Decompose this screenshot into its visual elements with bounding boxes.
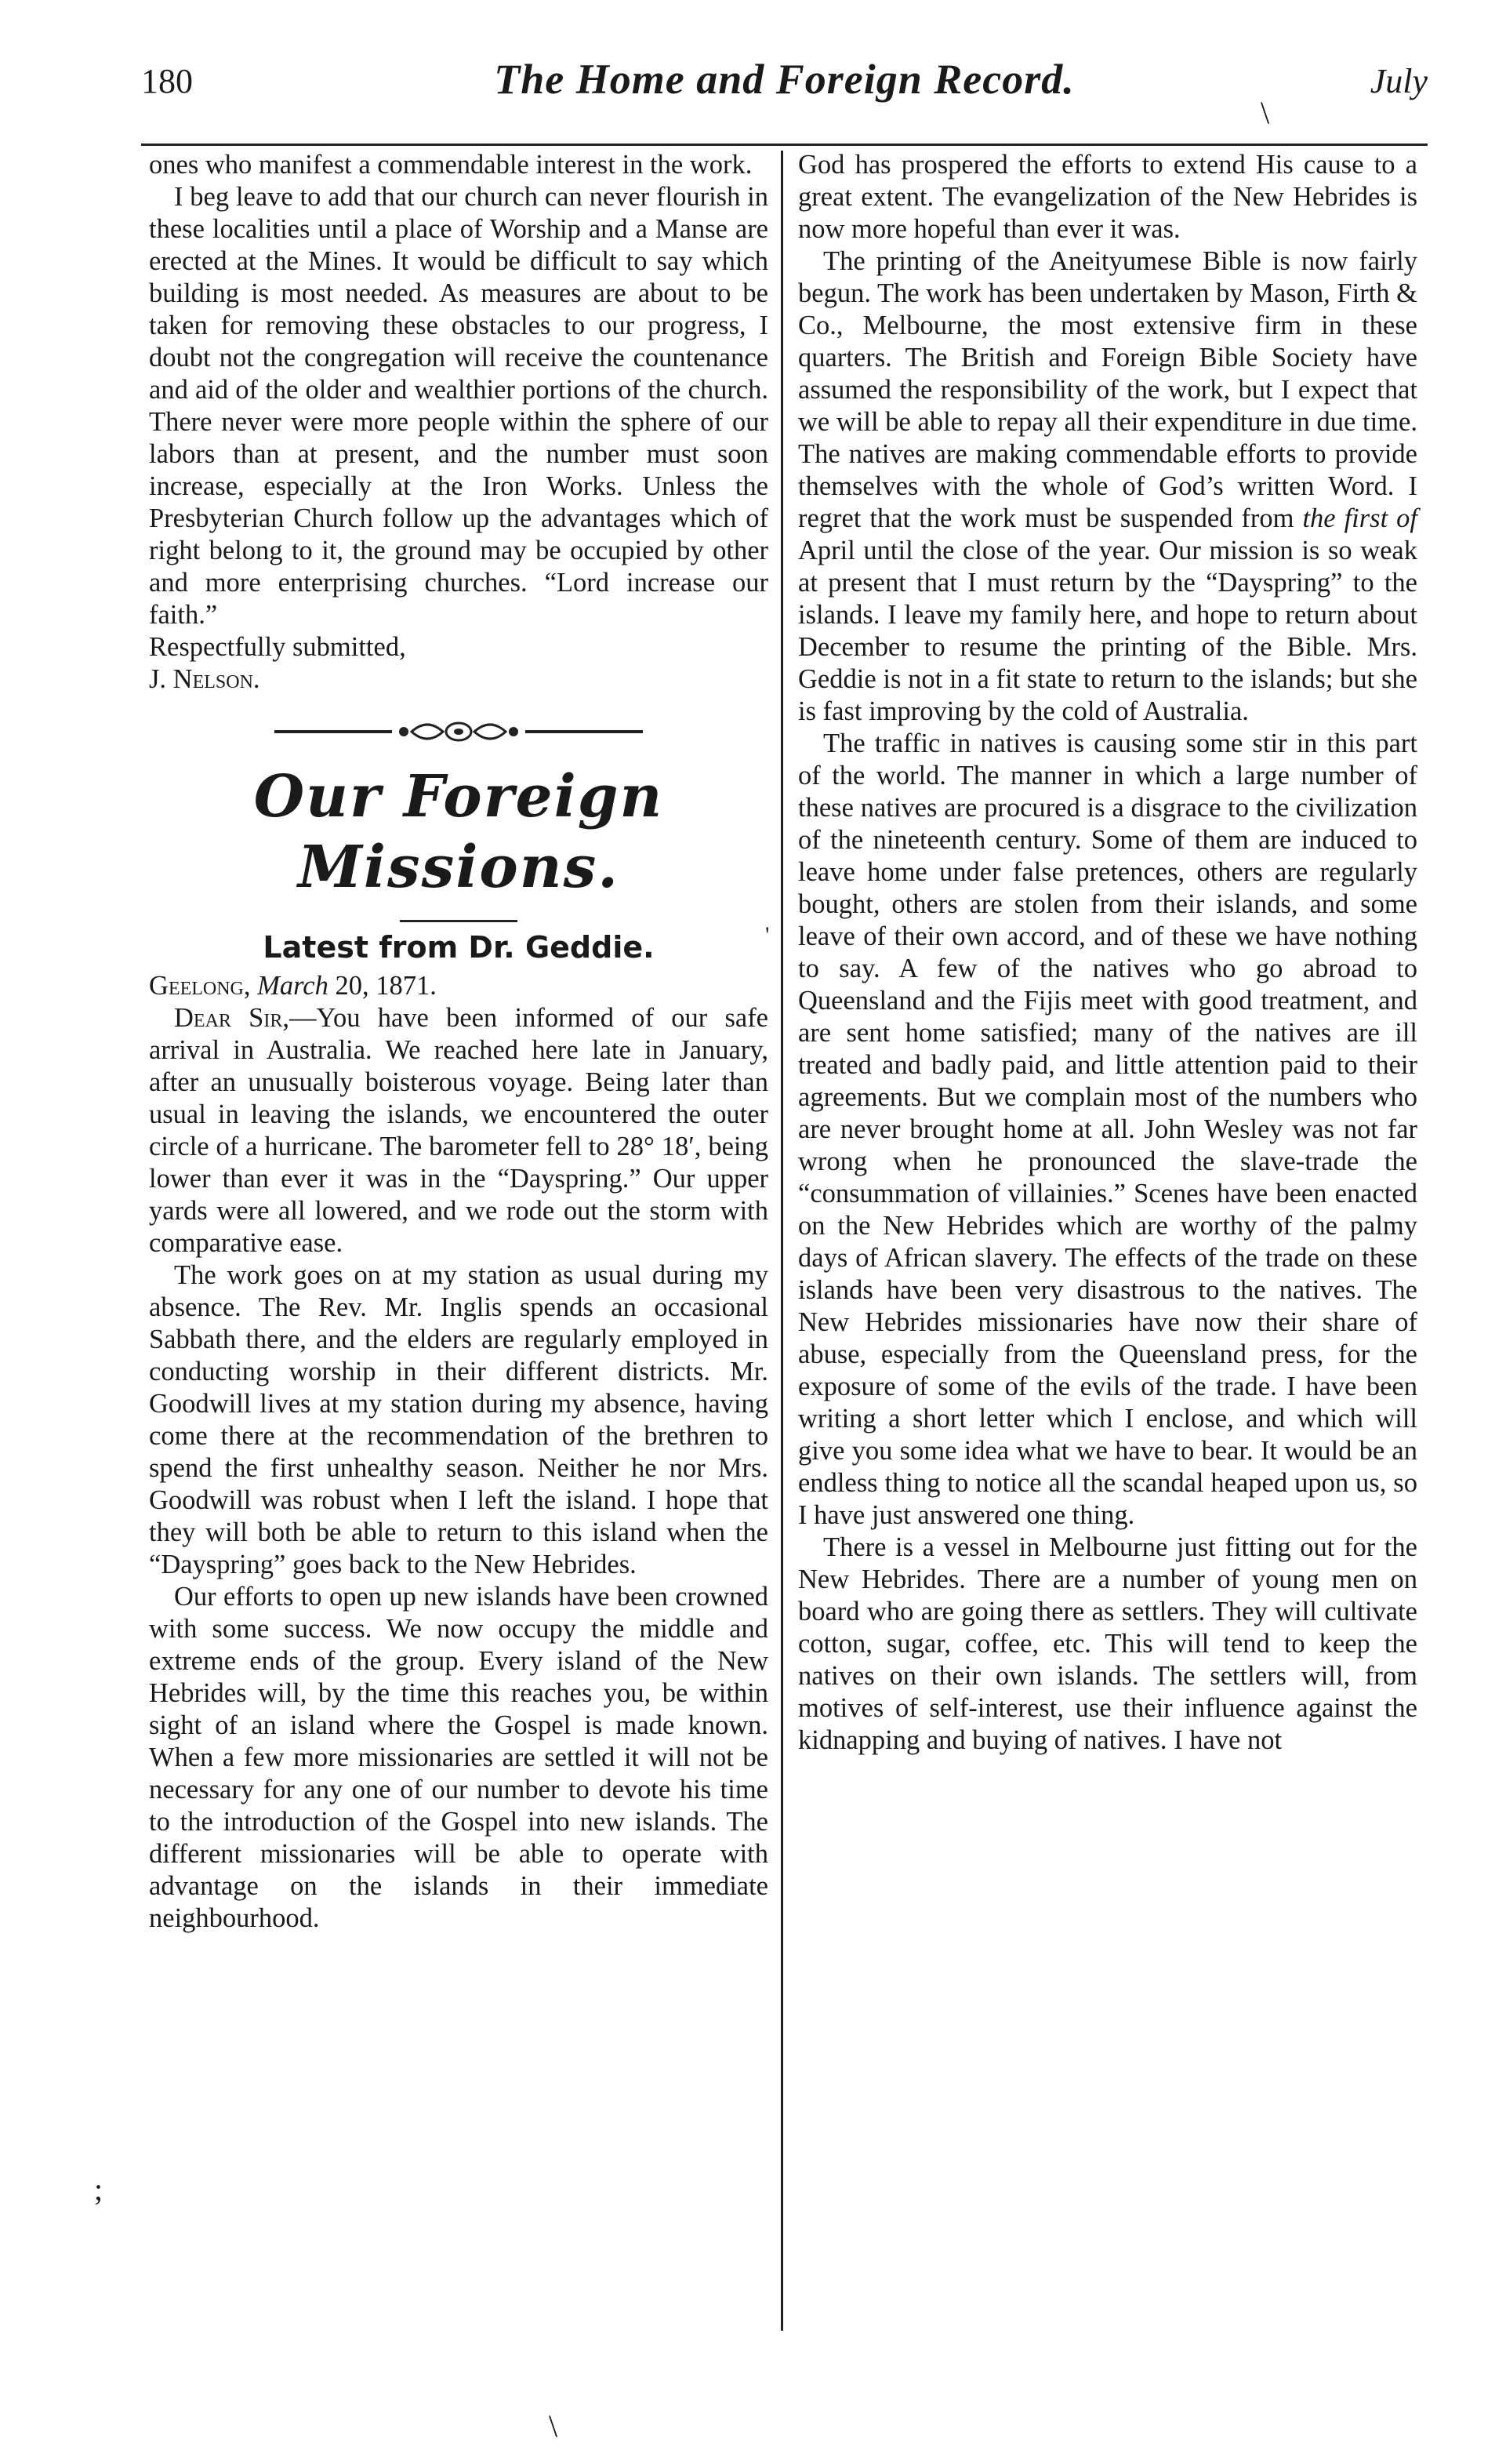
letter-paragraph: There is a vessel in Melbourne just fitting out for the New Hebrides. There are a number of young men on board who are going there as settlers. They will cultivate cotton, sugar, coffee, etc. This will tend to keep the natives on their own islands. The settlers will, from motives of self-interest, use their influence against the kidnapping and buying of natives. I have not (798, 1532, 1417, 1755)
signature: J. Nelson. (149, 664, 260, 694)
journal-title: The Home and Foreign Record. (494, 56, 1075, 103)
heading-rule (400, 920, 517, 922)
print-mark: ; (94, 2171, 103, 2207)
report-paragraph: I beg leave to add that our church can never flourish in these localities until a place of Worship and a Manse are erected at the Mines. It would be difficult to say which building is most needed. As measures are about to be taken for removing these obstacles to our progress, I doubt not the congregation will receive the countenance and aid of the older and wealthier portions of the church. There never were more people within the sphere of our labors than at present, and the number must soon increase, especially at the Iron Works. Unless the Presbyterian Church follow up the advantages which of right belong to it, the ground may be occupied by other and more enterprising churches. “Lord increase our faith.” (149, 182, 768, 630)
running-head (141, 56, 1428, 116)
header-rule (141, 144, 1428, 146)
dateline-place: Geelong, (149, 971, 251, 1001)
right-column (798, 149, 1417, 1757)
dateline (149, 970, 768, 1002)
continuation-text: ones who manifest a commendable interest in the work. (149, 150, 753, 180)
dateline-month: March (257, 971, 328, 1001)
letter-paragraph: The traffic in natives is causing some stir in this part of the world. The manner in which a large number of these natives are procured is a disgrace to the civilization of the nineteenth century. Some of them are induced to leave home under false pretences, others are regularly bought, others are stolen from their islands, and some leave of their own accord, and of these we have nothing to say. A few of the natives who go abroad to Queensland and the Fijis meet with good treatment, and are sent home satisfied; many of the natives are ill treated and badly paid, and little attention paid to their agreements. But we complain most of the numbers who are never brought home at all. John Wesley was not far wrong when he pronounced the slave-trade the “consummation of villainies.” Scenes have been enacted on the New Hebrides which are worthy of the palmy days of African slavery. The effects of the trade on these islands have been very disastrous to the natives. The New Hebrides missionaries have now their share of abuse, especially from the Queensland press, for the exposure of some of the evils of the trade. I have been writing a short letter which I enclose, and which will give you some idea what we have to bear. It would be an endless thing to notice all the scandal heaped upon us, so I have just answered one thing. (798, 729, 1417, 1530)
letter-paragraph (149, 1002, 768, 1259)
letter-paragraph-text: The printing of the Aneityumese Bible is now fairly begun. The work has been undertaken by Mason, Firth & Co., Melbourne, the most extensive firm in these quarters. The British and Foreign Bible Society have assumed the responsibility of the work, but I expect that we will be able to repay all their expenditure in due time. The natives are making commendable efforts to provide themselves with the whole of God’s written Word. I regret that the work must be suspended from (798, 246, 1417, 533)
ornament-divider-icon (274, 716, 643, 747)
letter-paragraph: God has prospered the efforts to extend His cause to a great extent. The evangelization of the New Hebrides is now more hopeful than ever it was. (798, 150, 1417, 244)
left-column (149, 149, 768, 1935)
italic-phrase: the first of (1302, 503, 1418, 533)
article-title: Latest from Dr. Geddie. (263, 930, 655, 965)
letter-paragraph: The work goes on at my station as usual during my absence. The Rev. Mr. Inglis spends an occasional Sabbath there, and the elders are regularly employed in conducting worship in their different districts. Mr. Goodwill lives at my station during my absence, having come there at the recommendation of the brethren to spend the first unhealthy season. Neither he nor Mrs. Goodwill was robust when I left the island. I hope that they will both be able to return to this island when the “Dayspring” goes back to the New Hebrides. (149, 1260, 768, 1579)
letter-paragraph-text: April until the close of the year. Our mission is so weak at present that I must return by the “Dayspring” to the islands. I leave my family here, and hope to return about December to resume the printing of the Bible. Mrs. Geddie is not in a fit state to return to the islands; but she is fast improving by the cold of Australia. (798, 536, 1417, 726)
column-divider (781, 151, 783, 2331)
print-mark: ' (765, 922, 770, 948)
page-number: 180 (141, 62, 193, 100)
section-heading: Our Foreign Missions. (253, 763, 664, 901)
letter-paragraph (798, 245, 1417, 728)
salutation: Dear Sir, (174, 1003, 289, 1033)
letter-paragraph-text: —You have been informed of our safe arrival in Australia. We reached here late in January, after an unusually boisterous voyage. Being later than usual in leaving the islands, we encountered the outer circle of a hurricane. The barometer fell to 28° 18′, being lower than ever it was in the “Dayspring.” Our upper yards were all lowered, and we rode out the storm with comparative ease. (149, 1003, 768, 1258)
print-mark: \ (1261, 95, 1270, 130)
issue-month: July (1370, 62, 1428, 100)
dateline-date: 20, 1871. (335, 971, 437, 1001)
signoff: Respectfully submitted, (149, 632, 406, 662)
print-mark: \ (549, 2408, 558, 2444)
letter-paragraph: Our efforts to open up new islands have been crowned with some success. We now occupy the middle and extreme ends of the group. Every island of the New Hebrides will, by the time this reaches you, be within sight of an island where the Gospel is made known. When a few more missionaries are settled it will not be necessary for any one of our number to devote his time to the introduction of the Gospel into new islands. The different missionaries will be able to operate with advantage on the islands in their immediate neighbourhood. (149, 1582, 768, 1933)
